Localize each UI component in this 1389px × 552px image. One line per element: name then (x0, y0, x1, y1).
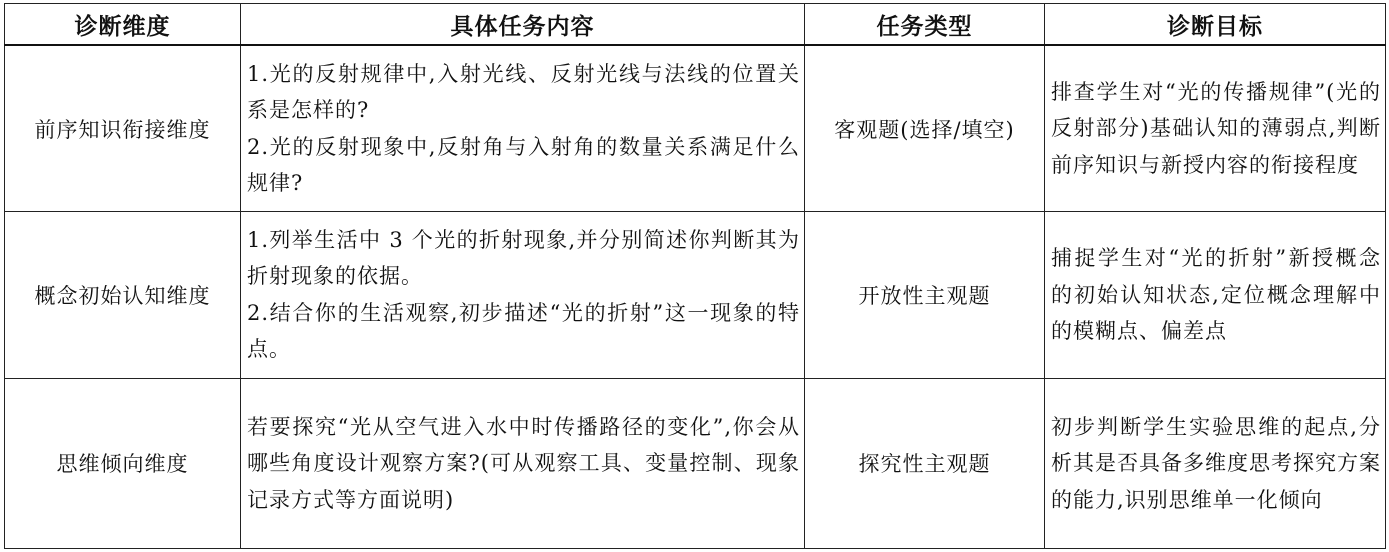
goal-cell: 捕捉学生对“光的折射”新授概念的初始认知状态,定位概念理解中的模糊点、偏差点 (1045, 212, 1386, 378)
task-item: 1.光的反射规律中,入射光线、反射光线与法线的位置关系是怎样的? (247, 61, 800, 123)
task-cell (241, 378, 805, 548)
task-item: 若要探究“光从空气进入水中时传播路径的变化”,你会从哪些角度设计观察方案?(可从观察工具、变量控制、现象记录方式等方面说明) (247, 414, 800, 512)
header-goal: 诊断目标 (1045, 4, 1386, 46)
type-cell: 探究性主观题 (805, 378, 1045, 548)
diagnosis-table (4, 3, 1386, 549)
dimension-cell: 前序知识衔接维度 (5, 45, 241, 211)
type-cell: 开放性主观题 (805, 212, 1045, 378)
dimension-cell: 思维倾向维度 (5, 378, 241, 548)
table-row (5, 212, 1386, 378)
header-dimension: 诊断维度 (5, 4, 241, 46)
table-row (5, 378, 1386, 548)
goal-cell: 初步判断学生实验思维的起点,分析其是否具备多维度思考探究方案的能力,识别思维单一化倾向 (1045, 378, 1386, 548)
header-task-content: 具体任务内容 (241, 4, 805, 46)
table-row (5, 45, 1386, 211)
goal-cell: 排查学生对“光的传播规律”(光的反射部分)基础认知的薄弱点,判断前序知识与新授内容的衔接程度 (1045, 45, 1386, 211)
task-item: 1.列举生活中 3 个光的折射现象,并分别简述你判断其为折射现象的依据。 (247, 227, 800, 289)
header-task-type: 任务类型 (805, 4, 1045, 46)
header-row (5, 4, 1386, 46)
type-cell: 客观题(选择/填空) (805, 45, 1045, 211)
dimension-cell: 概念初始认知维度 (5, 212, 241, 378)
task-cell (241, 212, 805, 378)
task-item: 2.光的反射现象中,反射角与入射角的数量关系满足什么规律? (247, 134, 800, 196)
task-item: 2.结合你的生活观察,初步描述“光的折射”这一现象的特点。 (247, 300, 800, 362)
task-cell (241, 45, 805, 211)
